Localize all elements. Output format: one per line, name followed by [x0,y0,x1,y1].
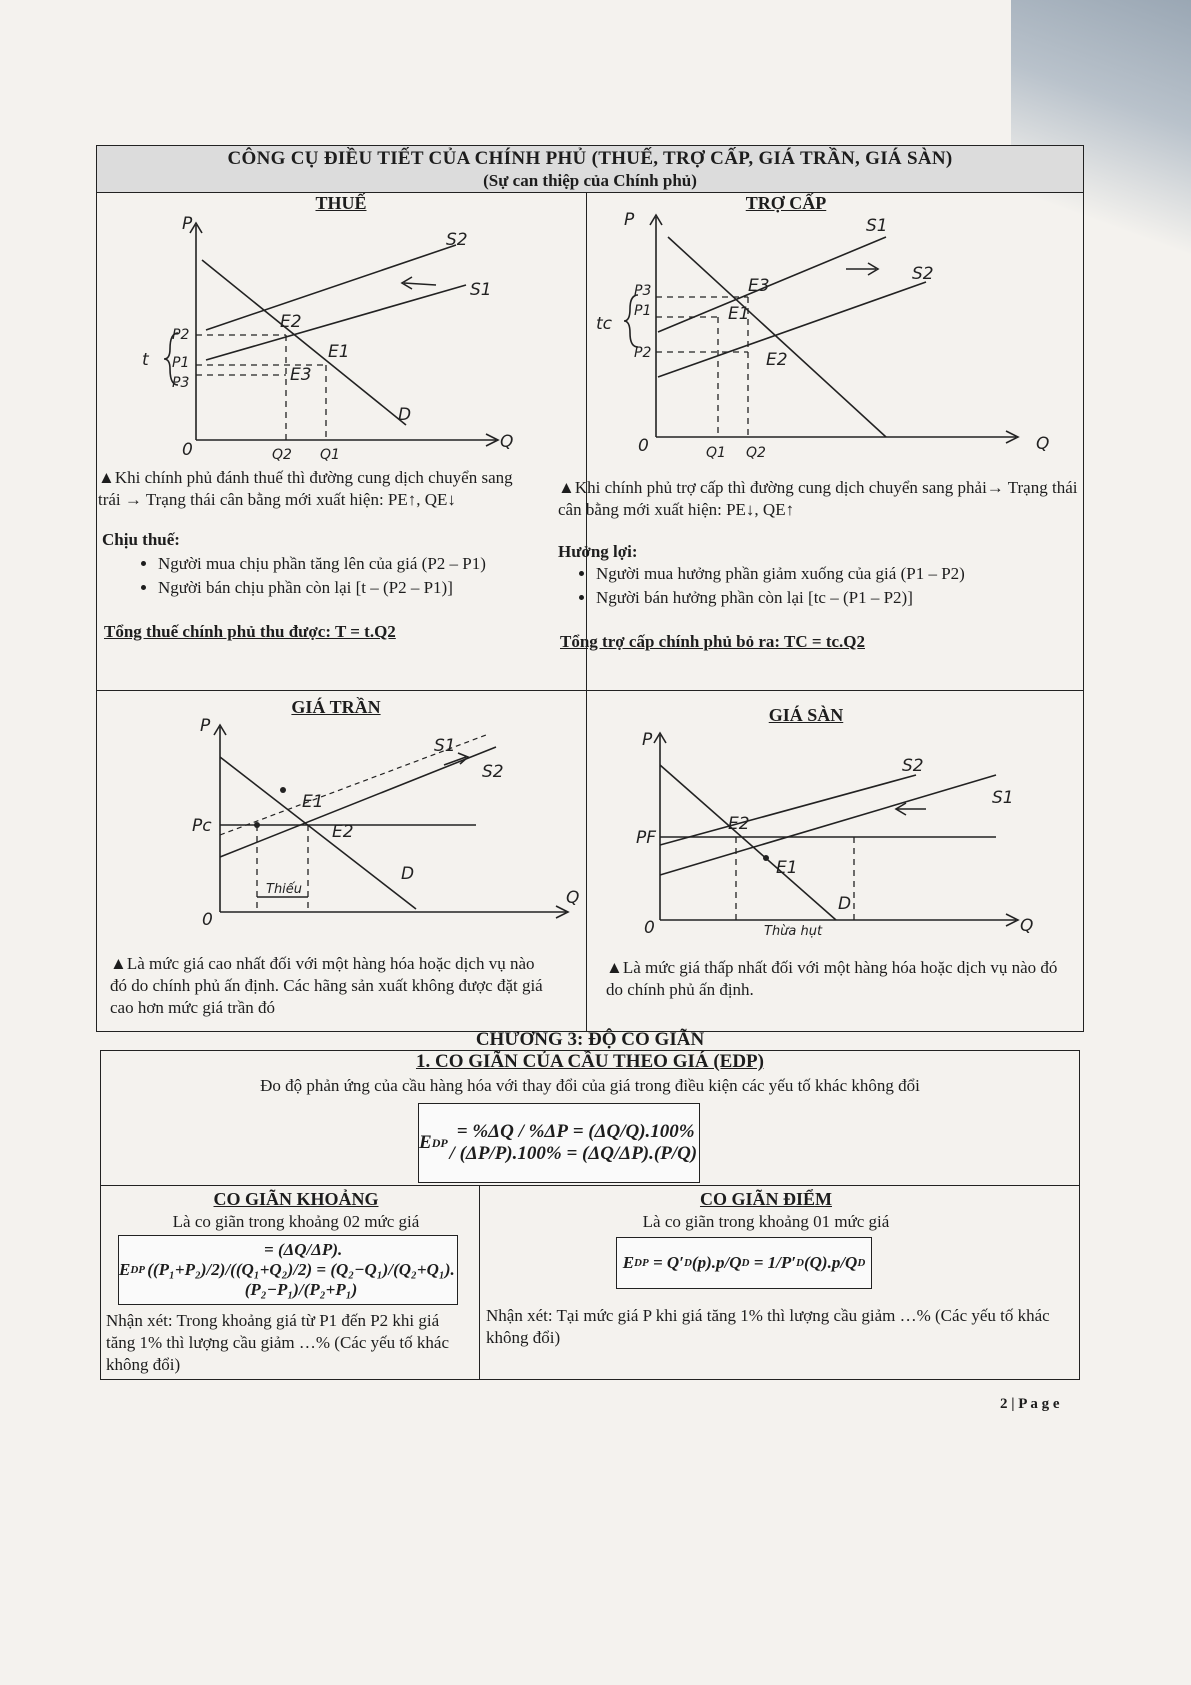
subsidy-title: TRỢ CẤP [745,193,827,213]
main-elasticity-formula: E DP = %ΔQ / %ΔP = (ΔQ/Q).100% / (ΔP/P).100% = (ΔQ/ΔP).(P/Q) [418,1103,700,1183]
tax-label-q2: Q2 [272,447,292,463]
elasticity-divider-h [100,1185,1080,1186]
subsidy-total: Tổng trợ cấp chính phủ bỏ ra: TC = tc.Q2 [560,632,865,651]
point-elasticity-formula: E DP = Q′ D (p).p/Q D = 1/P′ D (Q).p/Q D [616,1237,872,1289]
tax-label-e1: E1 [328,342,350,362]
ceiling-label-p: P [200,716,211,736]
tax-graph [116,215,556,465]
floor-label-q: Q [1020,916,1034,936]
ceiling-graph [186,716,580,930]
subsidy-description: ▲Khi chính phủ trợ cấp thì đường cung dịch chuyển sang phải→ Trạng thái cân bằng mới xuất hiện: PE↓, QE↑ [558,478,1078,519]
point-elasticity-title: CO GIÃN ĐIỂM [699,1189,832,1209]
subsidy-supply-s1 [658,237,886,332]
tax-title: THUẾ [315,193,367,213]
ceiling-description: ▲Là mức giá cao nhất đối với một hàng hóa hoặc dịch vụ nào đó do chính phủ ấn định. Các hãng sản xuất không được đặt giá cao hơn mức giá trần đó [110,954,543,1017]
tax-label-s1: S1 [470,280,492,300]
tax-label-t: t [142,350,149,370]
tax-bullet-list [96,549,576,601]
tax-shift-arrow [404,283,436,285]
tax-label-s2: S2 [446,230,468,250]
subsidy-label-tc: tc [596,314,613,334]
arc-elasticity-note: Nhận xét: Trong khoảng giá từ P1 đến P2 khi giá tăng 1% thì lượng cầu giảm …% (Các yếu tố khác không đổi) [106,1311,449,1374]
floor-label-e2: E2 [728,814,750,834]
ceiling-label-e2: E2 [332,822,354,842]
ceiling-label-q: Q [566,888,580,908]
floor-label-d: D [838,894,852,914]
ceiling-label-shortage: Thiếu [266,882,303,897]
subsidy-demand-line [668,237,886,437]
point-elasticity-definition: Là co giãn trong khoảng 01 mức giá [642,1212,890,1231]
tax-demand-line [202,260,406,425]
elasticity-divider-v [479,1185,480,1380]
ceiling-title: GIÁ TRẦN [291,697,381,717]
floor-supply-s1 [660,775,996,875]
subsidy-label-o: 0 [638,436,649,456]
floor-label-s1: S1 [992,788,1014,808]
subsidy-label-p3: P3 [634,283,652,299]
ceiling-label-s2: S2 [482,762,504,782]
floor-graph [596,725,1056,939]
subsidy-label-e3: E3 [748,276,770,296]
tax-label-o: 0 [182,440,193,460]
subsidy-bullet-list [540,559,1060,611]
tax-label-e3: E3 [290,365,312,385]
tax-label-d: D [398,405,412,425]
subsidy-benefit-title: Hưởng lợi: [558,542,638,561]
subsidy-label-p: P [624,210,635,230]
tax-bullet-buyer: • Người mua chịu phần tăng lên của giá (P2 – P1) [158,553,576,575]
document-sheet [96,145,1084,1380]
subsidy-graph [596,207,1066,461]
floor-label-s2: S2 [902,756,924,776]
floor-label-pf: PF [636,828,657,848]
header-subtitle: (Sự can thiệp của Chính phủ) [483,171,697,190]
tax-total: Tổng thuế chính phủ thu được: T = t.Q2 [104,622,396,641]
section-intro: Đo độ phản ứng của cầu hàng hóa với thay đổi của giá trong điều kiện các yếu tố khác không đổi [260,1076,920,1095]
tax-bear-title: Chịu thuế: [102,530,180,549]
ceiling-label-e1: E1 [302,792,324,812]
ceiling-demand-line [220,757,416,909]
tax-description: ▲Khi chính phủ đánh thuế thì đường cung dịch chuyển sang trái → Trạng thái cân bằng mới xuất hiện: PE↑, QE↓ [98,468,513,509]
header-title: CÔNG CỤ ĐIỀU TIẾT CỦA CHÍNH PHỦ (THUẾ, TRỢ CẤP, GIÁ TRẦN, GIÁ SÀN) [227,148,953,169]
tax-supply-s2 [206,245,456,330]
point-elasticity-note: Nhận xét: Tại mức giá P khi giá tăng 1% thì lượng cầu giảm …% (Các yếu tố khác không đổi) [486,1306,1050,1347]
arc-elasticity-title: CO GIÃN KHOẢNG [213,1189,379,1209]
floor-label-surplus: Thừa hụt [764,924,823,939]
subsidy-label-s1: S1 [866,216,888,236]
tax-label-e2: E2 [280,312,302,332]
section-title: 1. CO GIÃN CỦA CẦU THEO GIÁ (EDP) [415,1051,764,1072]
floor-label-p: P [642,730,653,750]
subsidy-supply-s2 [658,282,926,377]
floor-label-e1: E1 [776,858,798,878]
subsidy-label-s2: S2 [912,264,934,284]
ceiling-label-pc: Pc [192,816,212,836]
table-divider-horizontal [96,690,1084,691]
arc-elasticity-formula: E DP = (ΔQ/ΔP).((P₁+P₂)/2)/((Q₁+Q₂)/2) = (Q₂−Q₁)/(Q₂+Q₁).(P₂−P₁)/(P₂+P₁) [118,1235,458,1305]
tax-label-p2: P2 [172,327,190,343]
section-header [96,145,1084,193]
floor-title: GIÁ SÀN [768,705,844,725]
ceiling-label-d: D [401,864,415,884]
tax-label-p1: P1 [172,355,190,371]
tax-label-p3: P3 [172,375,190,391]
ceiling-label-s1: S1 [434,736,456,756]
subsidy-label-q: Q [1036,434,1050,454]
subsidy-label-e2: E2 [766,350,788,370]
table-divider-vertical [586,192,587,1032]
tax-label-q1: Q1 [320,447,340,463]
arc-elasticity-definition: Là co giãn trong khoảng 02 mức giá [172,1212,420,1231]
tax-bullet-seller: • Người bán chịu phần còn lại [t – (P2 – P1)] [158,577,576,599]
chapter-title: CHƯƠNG 3: ĐỘ CO GIÃN [475,1029,705,1050]
ceiling-supply-s2 [220,747,496,857]
floor-demand-line [660,765,836,920]
subsidy-label-p1: P1 [634,303,652,319]
ceiling-label-o: 0 [202,910,213,930]
floor-description: ▲Là mức giá thấp nhất đối với một hàng hóa hoặc dịch vụ nào đó do chính phủ ấn định. [606,958,1058,999]
tax-label-q: Q [500,432,514,452]
subsidy-label-p2: P2 [634,345,652,361]
page-number: 2 | P a g e [1000,1396,1060,1412]
tax-label-p: P [182,214,193,234]
subsidy-label-q1: Q1 [706,445,726,461]
subsidy-bullet-seller: • Người bán hưởng phần còn lại [tc – (P1 – P2)] [596,587,1060,609]
subsidy-bullet-buyer: • Người mua hưởng phần giảm xuống của giá (P1 – P2) [596,563,1060,585]
floor-label-o: 0 [644,918,655,938]
subsidy-label-e1: E1 [728,304,750,324]
subsidy-label-q2: Q2 [746,445,766,461]
